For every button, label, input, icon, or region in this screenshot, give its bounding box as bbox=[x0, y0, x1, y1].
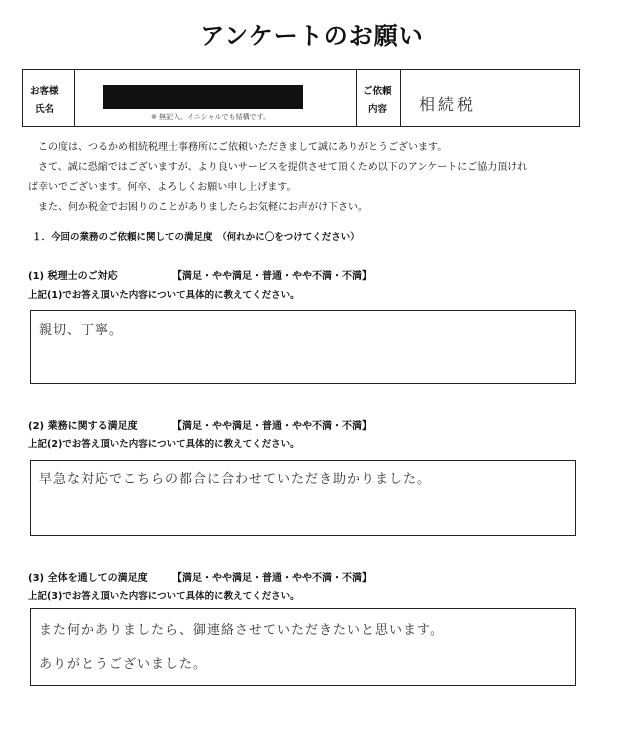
intro-line: ば幸いでございます。何卒、よろしくお願い申し上げます。 bbox=[28, 182, 297, 193]
name-note: ※ 無記入、イニシャルでも結構です。 bbox=[151, 113, 271, 121]
request-value: 相続税 bbox=[419, 95, 477, 114]
section-2-answer-box[interactable] bbox=[30, 460, 576, 536]
section-2-options[interactable]: 【満足・やや満足・普通・やや不満・不満】 bbox=[172, 421, 372, 432]
section-2-header bbox=[28, 417, 588, 431]
question-1-heading: １．今回の業務のご依頼に関しての満足度 （何れかに〇をつけてください） bbox=[32, 232, 360, 243]
intro-line: また、何か税金でお困りのことがありましたらお気軽にお声がけ下さい。 bbox=[38, 202, 368, 213]
section-2-answer: 早急な対応でこちらの都合に合わせていただき助かりました。 bbox=[39, 472, 432, 487]
intro-line: さて、誠に恐縮ではございますが、より良いサービスを提供させて頂くため以下のアンケートにご協力頂けれ bbox=[38, 162, 528, 173]
request-value-cell[interactable] bbox=[401, 70, 579, 126]
section-3-answer-line-1: また何かありましたら、御連絡させていただきたいと思います。 bbox=[39, 623, 444, 638]
customer-name-cell[interactable] bbox=[75, 70, 357, 126]
section-3-options[interactable]: 【満足・やや満足・普通・やや不満・不満】 bbox=[172, 573, 372, 584]
customer-label-cell bbox=[23, 70, 75, 126]
request-content-label: 内容 bbox=[368, 104, 388, 115]
section-3-label: (3) 全体を通しての満足度 bbox=[28, 573, 148, 584]
request-label-cell bbox=[357, 70, 401, 126]
section-1-prompt: 上記(1)でお答え頂いた内容について具体的に教えてください。 bbox=[28, 290, 300, 301]
section-1-answer-box[interactable] bbox=[30, 310, 576, 384]
section-2-label: (2) 業務に関する満足度 bbox=[28, 421, 138, 432]
section-2-prompt: 上記(2)でお答え頂いた内容について具体的に教えてください。 bbox=[28, 439, 300, 450]
redacted-name bbox=[103, 85, 303, 109]
customer-label: お客様 bbox=[30, 86, 59, 97]
section-3-answer-box[interactable] bbox=[30, 608, 576, 686]
section-1-header bbox=[28, 267, 588, 281]
intro-line: この度は、つるかめ相続税理士事務所にご依頼いただきまして誠にありがとうございます。 bbox=[38, 142, 448, 153]
section-1-options[interactable]: 【満足・やや満足・普通・やや不満・不満】 bbox=[172, 271, 372, 282]
section-3-header bbox=[28, 569, 588, 583]
section-3-answer-line-2: ありがとうございました。 bbox=[39, 657, 208, 672]
name-label: 氏名 bbox=[35, 104, 55, 115]
customer-info-table bbox=[22, 69, 580, 127]
request-label: ご依頼 bbox=[363, 86, 392, 97]
page-title: アンケートのお願い bbox=[200, 21, 424, 50]
section-1-answer: 親切、丁寧。 bbox=[39, 323, 124, 338]
section-1-label: (1) 税理士のご対応 bbox=[28, 271, 118, 282]
intro-text bbox=[28, 138, 588, 218]
section-3-prompt: 上記(3)でお答え頂いた内容について具体的に教えてください。 bbox=[28, 591, 300, 602]
